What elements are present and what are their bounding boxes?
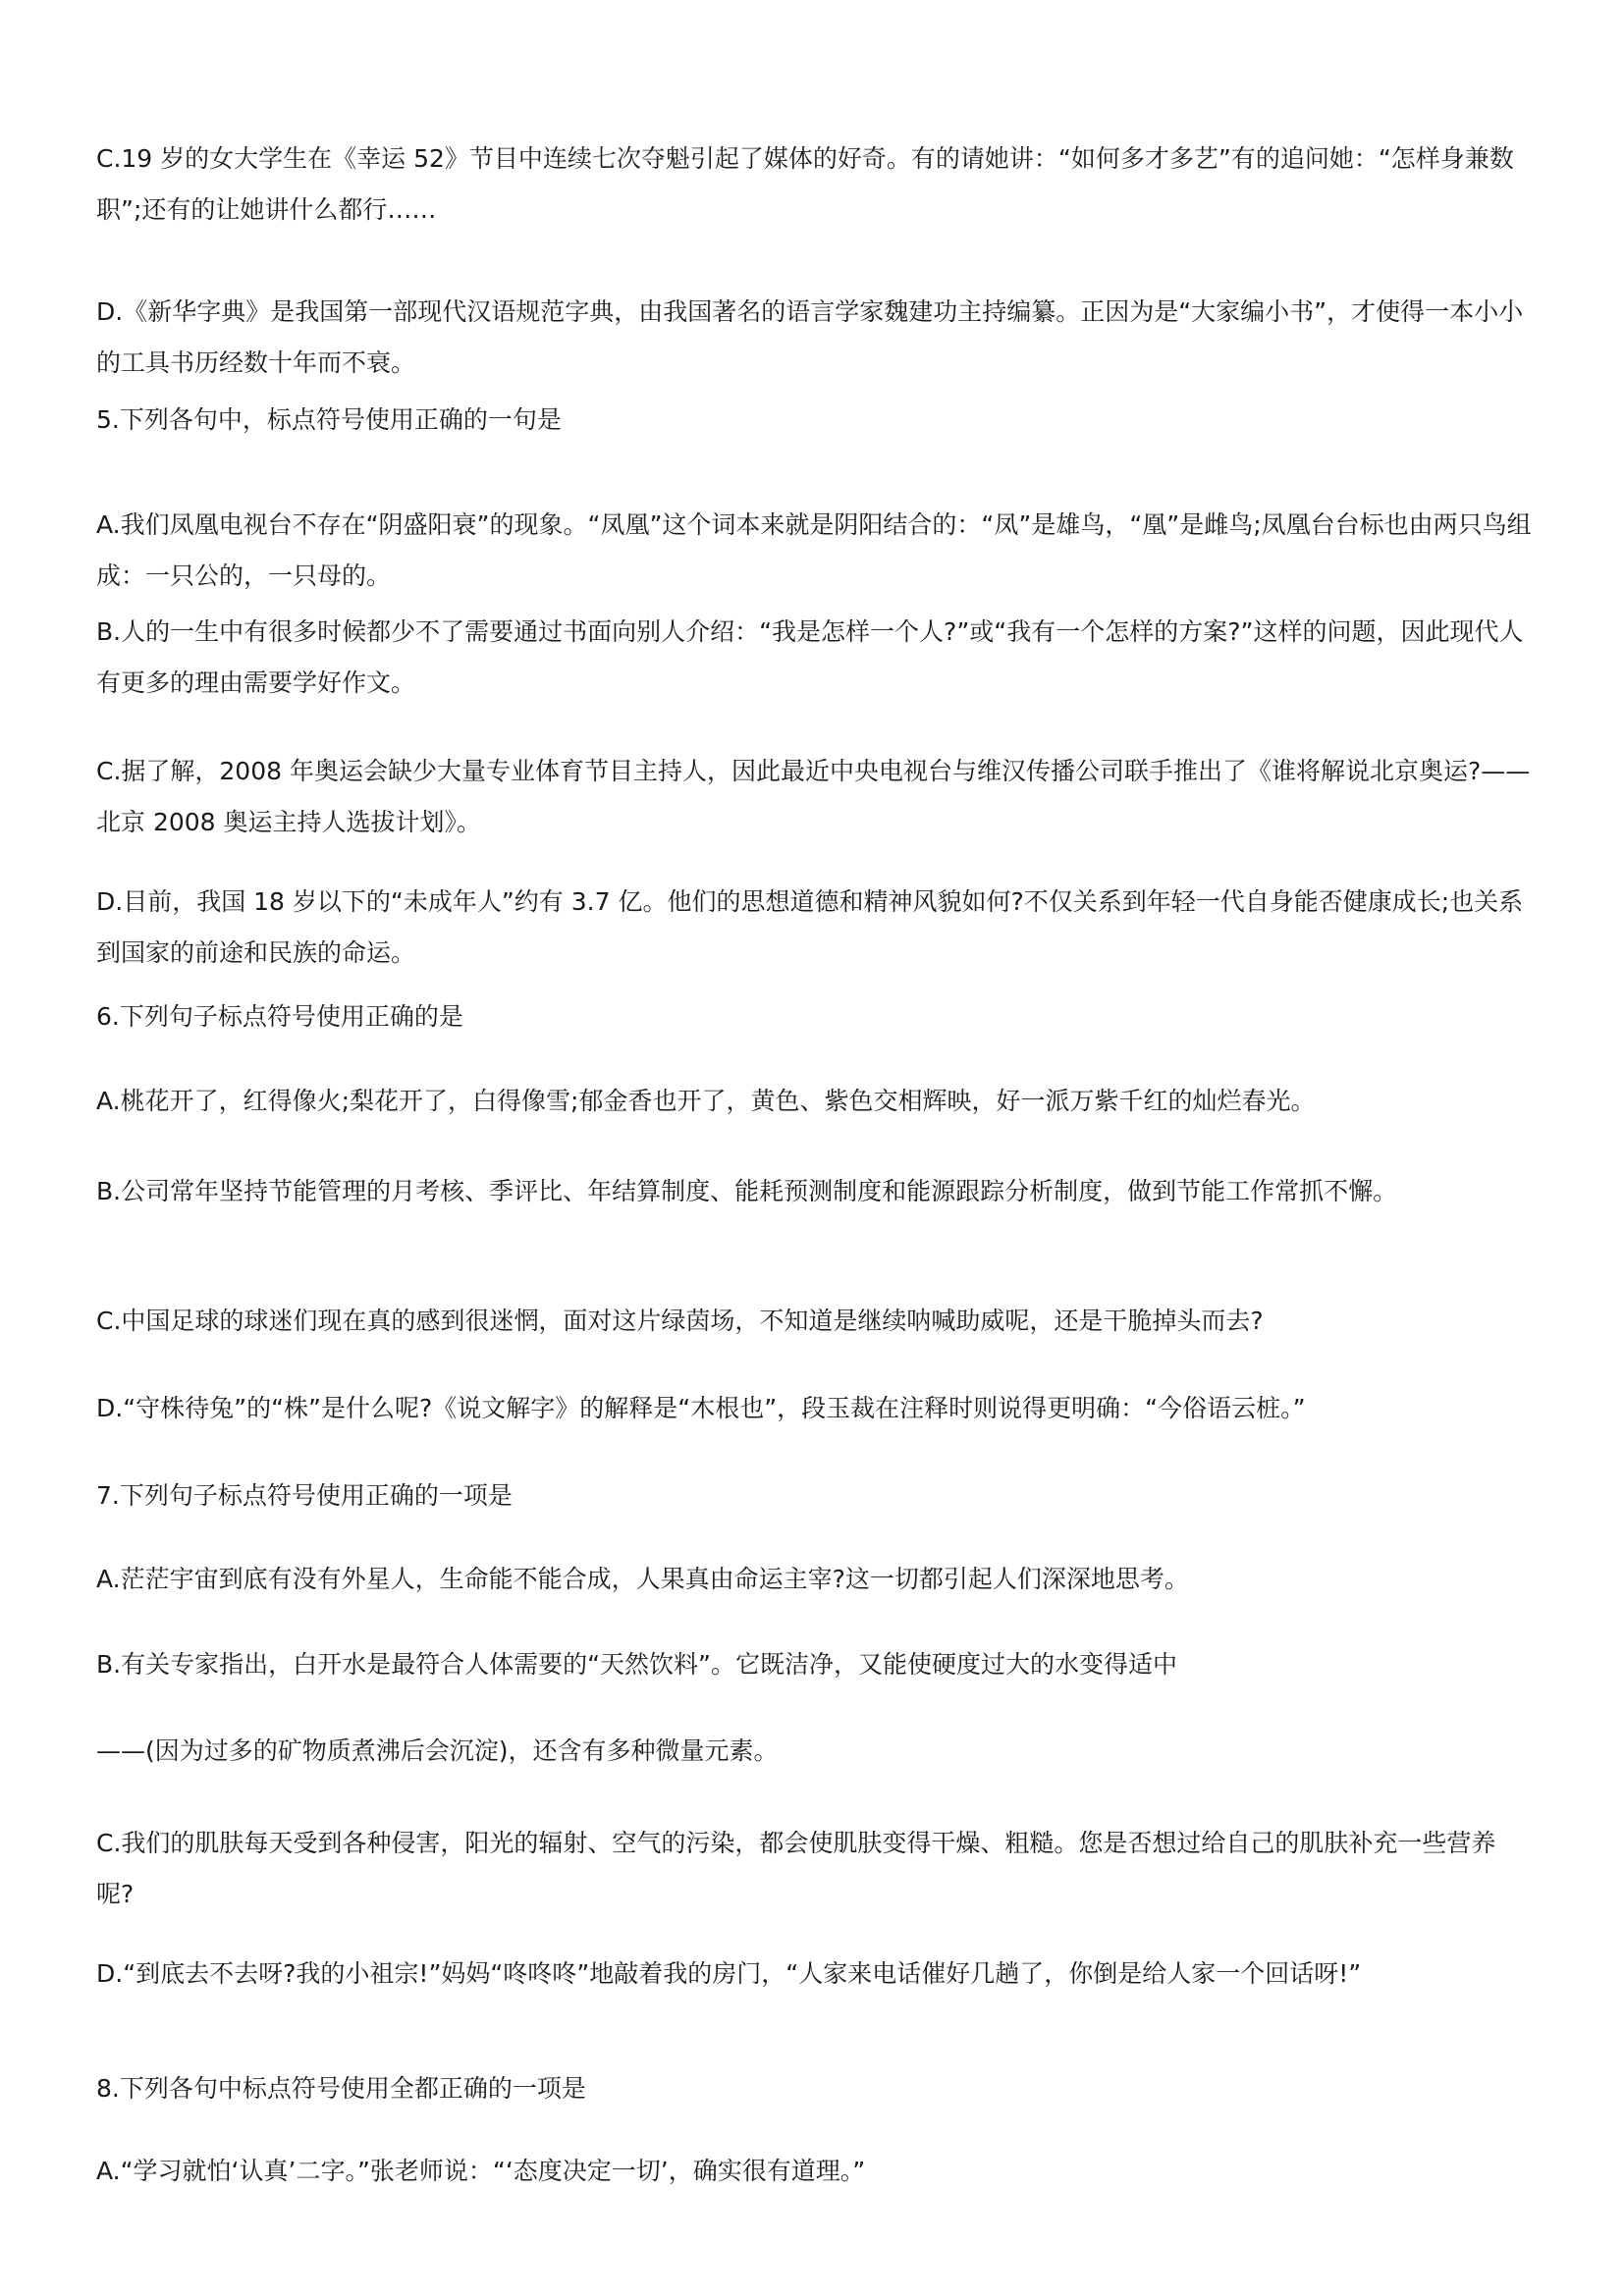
question-7-stem: 7.下列句子标点符号使用正确的一项是 — [96, 1481, 513, 1510]
question-4-option-d: D.《新华字典》是我国第一部现代汉语规范字典，由我国著名的语言学家魏建功主持编纂。正因为是“大家编小书”，才使得一本小小的工具书历经数十年而不衰。 — [96, 297, 1524, 377]
question-6-option-d: D.“守株待兔”的“株”是什么呢?《说文解字》的解释是“木根也”，段玉裁在注释时则说得更明确：“今俗语云桩。” — [96, 1394, 1306, 1422]
question-5-option-d: D.目前，我国 18 岁以下的“未成年人”约有 3.7 亿。他们的思想道德和精神风貌如何?不仅关系到年轻一代自身能否健康成长;也关系到国家的前途和民族的命运。 — [96, 887, 1524, 967]
question-8-option-a: A.“学习就怕‘认真’二字。”张老师说：“‘态度决定一切’，确实很有道理。” — [96, 2157, 866, 2185]
question-7-option-c: C.我们的肌肤每天受到各种侵害，阳光的辐射、空气的污染，都会使肌肤变得干燥、粗糙。您是否想过给自己的肌肤补充一些营养呢? — [96, 1829, 1496, 1908]
question-7-option-b: B.有关专家指出，白开水是最符合人体需要的“天然饮料”。它既洁净，又能使硬度过大的水变得适中 — [96, 1650, 1178, 1679]
question-6-option-a: A.桃花开了，红得像火;梨花开了，白得像雪;郁金香也开了，黄色、紫色交相辉映，好一派万紫千红的灿烂春光。 — [96, 1087, 1316, 1115]
question-6-option-c: C.中国足球的球迷们现在真的感到很迷惘，面对这片绿茵场，不知道是继续呐喊助威呢，还是干脆掉头而去? — [96, 1307, 1264, 1335]
question-4-option-c: C.19 岁的女大学生在《幸运 52》节目中连续七次夺魁引起了媒体的好奇。有的请她讲：“如何多才多艺”有的追问她：“怎样身兼数职”;还有的让她讲什么都行…… — [96, 144, 1514, 224]
question-5-option-c: C.据了解，2008 年奥运会缺少大量专业体育节目主持人，因此最近中央电视台与维汉传播公司联手推出了《谁将解说北京奥运?——北京 2008 奥运主持人选拔计划》。 — [96, 757, 1531, 836]
question-5-stem: 5.下列各句中，标点符号使用正确的一句是 — [96, 405, 562, 434]
question-7-option-b-continued: ——(因为过多的矿物质煮沸后会沉淀)，还含有多种微量元素。 — [96, 1736, 779, 1765]
question-6-option-b: B.公司常年坚持节能管理的月考核、季评比、年结算制度、能耗预测制度和能源跟踪分析制度，做到节能工作常抓不懈。 — [96, 1177, 1398, 1205]
question-8-stem: 8.下列各句中标点符号使用全都正确的一项是 — [96, 2074, 586, 2103]
question-7-option-a: A.茫茫宇宙到底有没有外星人，生命能不能合成，人果真由命运主宰?这一切都引起人们深深地思考。 — [96, 1565, 1189, 1593]
question-5-option-b: B.人的一生中有很多时候都少不了需要通过书面向别人介绍：“我是怎样一个人?”或“我有一个怎样的方案?”这样的问题，因此现代人有更多的理由需要学好作文。 — [96, 617, 1524, 697]
question-7-option-d: D.“到底去不去呀?我的小祖宗!”妈妈“咚咚咚”地敲着我的房门，“人家来电话催好几趟了，你倒是给人家一个回话呀!” — [96, 1959, 1362, 1988]
question-6-stem: 6.下列句子标点符号使用正确的是 — [96, 1002, 463, 1031]
question-5-option-a: A.我们凤凰电视台不存在“阴盛阳衰”的现象。“凤凰”这个词本来就是阴阳结合的：“凤”是雄鸟，“凰”是雌鸟;凤凰台台标也由两只鸟组成：一只公的，一只母的。 — [96, 510, 1532, 590]
